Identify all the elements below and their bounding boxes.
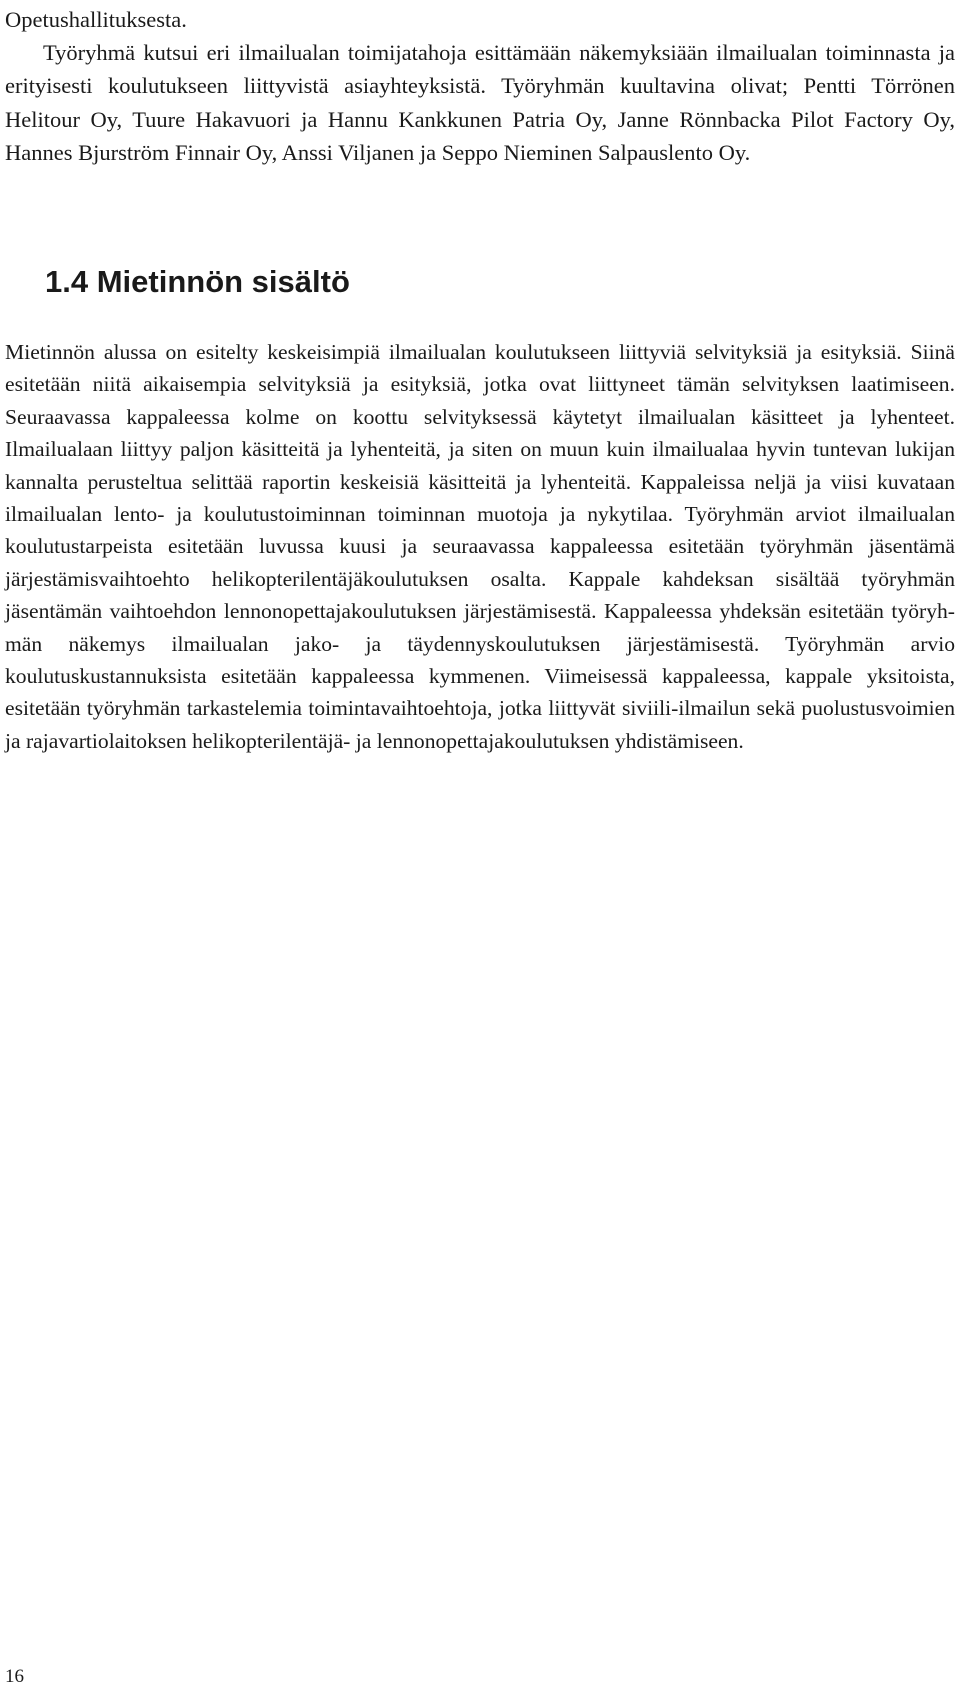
section-body-paragraph: Mietinnön alussa on esitelty keskeisimpiä ilmailualan koulutukseen liittyviä selvityksiä ja esityksiä. Siinä esitetään niitä aikaisempia selvityksiä ja esityksiä, jotka ovat liittyneet tämän selvityksen laatimiseen. Seuraavassa kappaleessa kolme on koottu selvityksessä käytetyt ilmailualan käsitteet ja lyhenteet. Ilmailualaan liittyy paljon käsitteitä ja lyhenteitä, ja siten on muun kuin ilmailualaa hyvin tuntevan lukijan kannalta perusteltua selittää raportin keskeisiä käsitteitä ja lyhenteitä. Kappaleissa neljä ja viisi kuvataan ilmailualan lento- ja koulutustoiminnan toiminnan muotoja ja nykytilaa. Työryhmän arviot ilmailualan koulutustarpeista esitetään luvussa kuusi ja seuraavassa kappaleessa esitetään työryhmän jäsentämä järjestämisvaihtoehto helikopterilentäjäkoulutuksen osalta. Kappale kahdeksan sisältää työryhmän jäsentämän vaihtoehdon lennonopettajakoulutuksen järjestämisestä. Kappaleessa yhdeksän esitetään työryhmän näkemys ilmailualan jako- ja täydennyskoulutuksen järjestämisestä. Työryhmän arvio koulutuskustannuksista esitetään kappaleessa kymmenen. Viimeisessä kappaleessa, kappale yksitoista, esitetään työryhmän tarkastelemia toimintavaihtoehtoja, jotka liittyvät siviili-ilmailun sekä puolustusvoimien ja rajavartiolaitoksen helikopterilentäjä- ja lennonopettajakoulutuksen yhdistämiseen. (5, 340, 955, 753)
intro-paragraph: Työryhmä kutsui eri ilmailualan toimijatahoja esittämään näkemyksiään ilmailualan toiminnasta ja erityisesti koulutukseen liittyvistä asiayhteyksistä. Työryhmän kuultavina olivat; Pentti Törrönen Helitour Oy, Tuure Hakavuori ja Hannu Kankkunen Patria Oy, Janne Rönnbacka Pilot Factory Oy, Hannes Bjurström Finnair Oy, Anssi Viljanen ja Seppo Nieminen Salpauslento Oy. (5, 40, 955, 165)
page-number: 16 (5, 1666, 24, 1687)
intro-first-line: Opetushallituksesta. (5, 7, 187, 32)
intro-text-block (5, 3, 955, 169)
section-heading: 1.4 Mietinnön sisältö (45, 264, 350, 299)
